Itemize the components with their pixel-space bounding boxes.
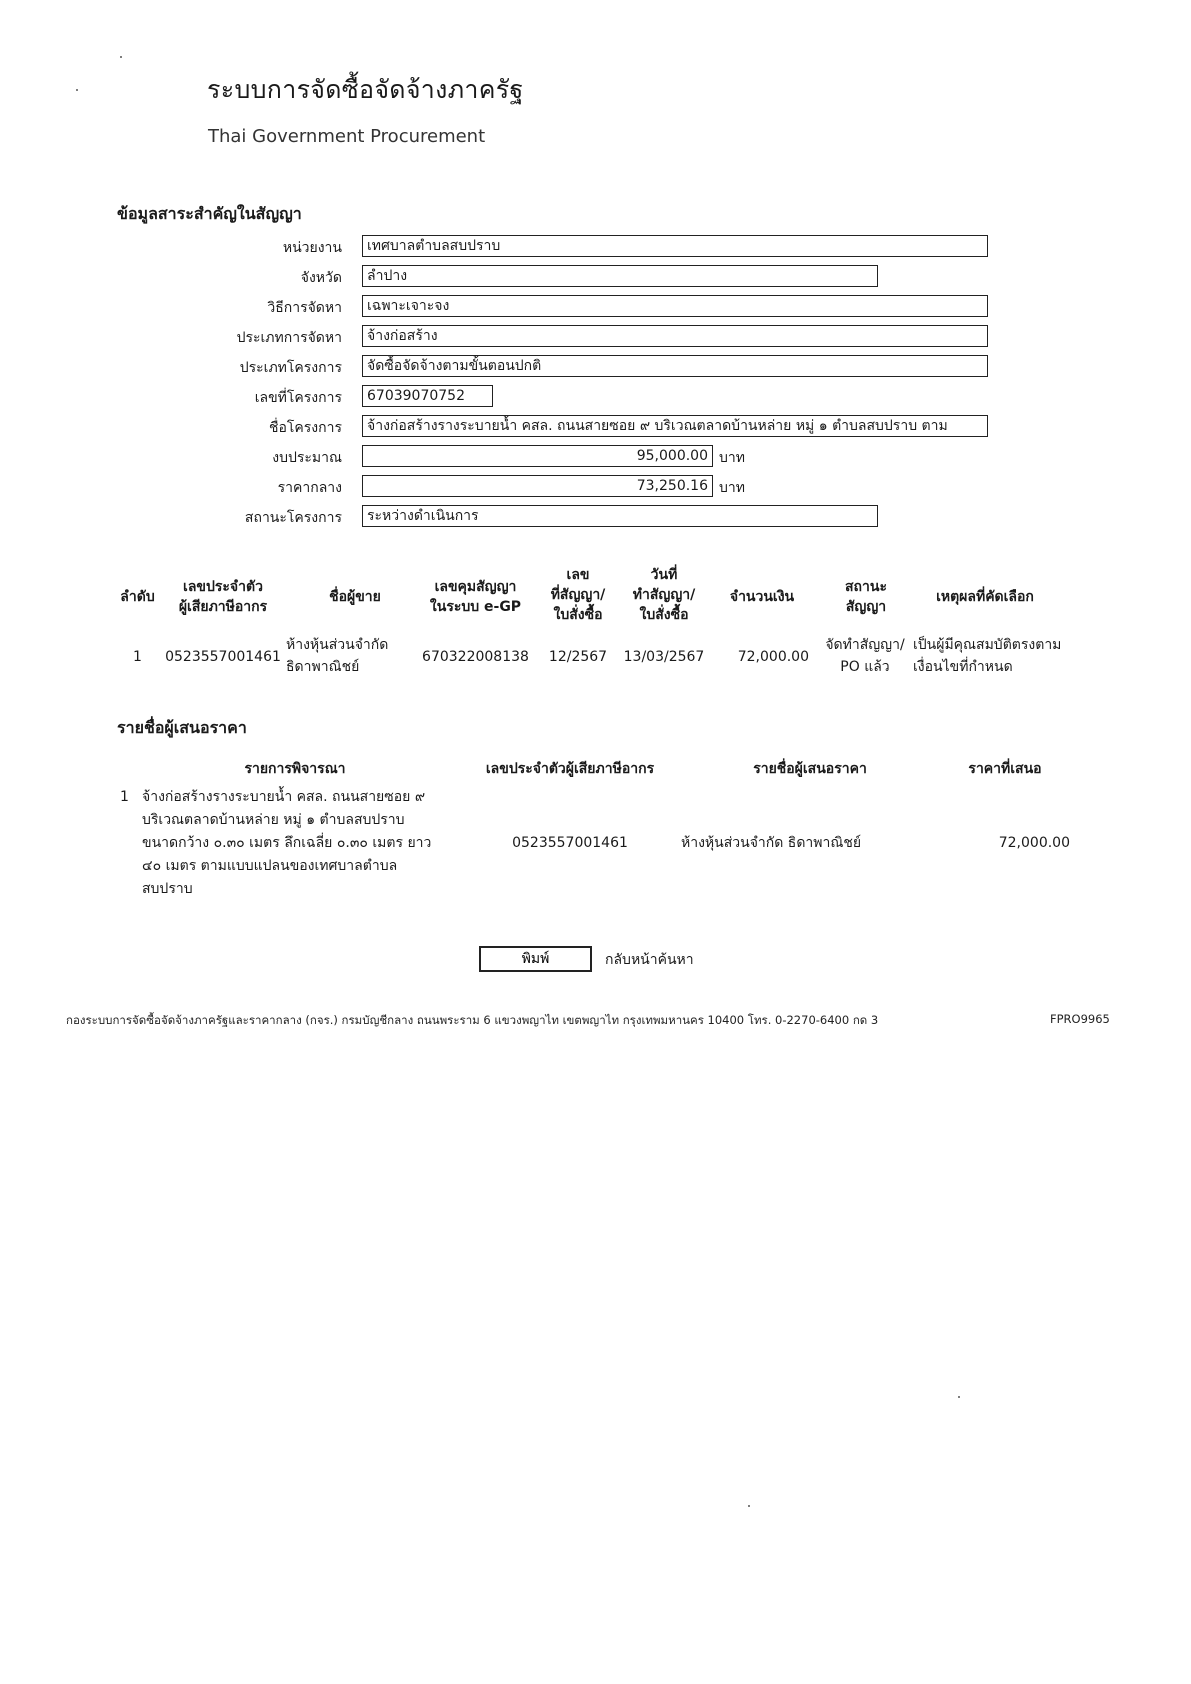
procurement-type-field: จ้างก่อสร้าง [362,325,988,347]
bidder-row-price: 72,000.00 [998,835,1070,851]
row-no: 1 [133,649,142,665]
project-name-field: จ้างก่อสร้างรางระบายน้ำ คสล. ถนนสายซอย ๙ บริเวณตลาดบ้านหล่าย หมู่ ๑ ตำบลสบปราบ ตาม [362,415,988,437]
province-field: ลำปาง [362,265,878,287]
agency-label: หน่วยงาน [282,240,342,256]
back-to-search-link[interactable]: กลับหน้าค้นหา [605,952,694,968]
bidder-row-no: 1 [120,789,129,805]
procurement-method-field: เฉพาะเจาะจง [362,295,988,317]
col-header-tax-id: เลขประจำตัว ผู้เสียภาษีอากร [178,579,268,615]
procurement-type-label: ประเภทการจัดหา [236,330,342,346]
col-header-vendor: ชื่อผู้ขาย [329,589,381,605]
project-number-label: เลขที่โครงการ [254,390,342,406]
project-status-field: ระหว่างดำเนินการ [362,505,878,527]
bidder-col-header-item: รายการพิจารณา [244,761,346,777]
province-label: จังหวัด [300,270,342,286]
bidder-col-header-bidder: รายชื่อผู้เสนอราคา [753,761,867,777]
row-vendor: ห้างหุ้นส่วนจำกัด ธิดาพาณิชย์ [286,637,389,675]
reference-price-label: ราคากลาง [277,480,342,496]
bidder-col-header-tax-id: เลขประจำตัวผู้เสียภาษีอากร [485,761,655,777]
row-tax-id: 0523557001461 [165,649,281,665]
site-title: ระบบการจัดซื้อจัดจ้างภาครัฐ [207,75,524,104]
col-header-egp-no: เลขคุมสัญญา ในระบบ e-GP [429,579,522,615]
row-reason: เป็นผู้มีคุณสมบัติตรงตาม เงื่อนไขที่กำหนด [913,637,1062,675]
project-number-field: 67039070752 [362,385,493,407]
bidders-title: รายชื่อผู้เสนอราคา [117,718,247,737]
row-contract-no: 12/2567 [548,649,608,665]
procurement-method-label: วิธีการจัดหา [267,300,342,316]
bidder-row-bidder: ห้างหุ้นส่วนจำกัด ธิดาพาณิชย์ [681,835,862,851]
project-name-label: ชื่อโครงการ [268,420,342,436]
bidder-col-header-price: ราคาที่เสนอ [968,761,1042,777]
budget-label: งบประมาณ [272,450,342,466]
col-header-reason: เหตุผลที่คัดเลือก [936,589,1034,605]
col-header-contract-no: เลข ที่สัญญา/ ใบสั่งซื้อ [550,567,606,623]
project-status-label: สถานะโครงการ [244,510,342,526]
budget-unit: บาท [719,450,745,466]
contract-info-title: ข้อมูลสาระสำคัญในสัญญา [117,204,302,223]
row-contract-date: 13/03/2567 [623,649,705,665]
agency-field: เทศบาลตำบลสบปราบ [362,235,988,257]
footer-code: FPRO9965 [1050,1012,1110,1026]
reference-price-field: 73,250.16 [362,475,713,497]
bidder-row-item: จ้างก่อสร้างรางระบายน้ำ คสล. ถนนสายซอย ๙ บริเวณตลาดบ้านหล่าย หมู่ ๑ ตำบลสบปราบ ขนาดกว้าง ๐.๓๐ เมตร ลึกเฉลี่ย ๐.๓๐ เมตร ยาว ๔๐ เมตร ตามแบบแปลนของเทศบาลตำบล สบปราบ [142,789,432,897]
reference-price-unit: บาท [719,480,745,496]
col-header-contract-date: วันที่ ทำสัญญา/ ใบสั่งซื้อ [632,567,696,623]
row-status: จัดทำสัญญา/ PO แล้ว [825,637,905,675]
col-header-no: ลำดับ [120,589,155,605]
footer-address: กองระบบการจัดซื้อจัดจ้างภาครัฐและราคากลาง (กจร.) กรมบัญชีกลาง ถนนพระราม 6 แขวงพญาไท เขตพญาไท กรุงเทพมหานคร 10400 โทร. 0-2270-6400 กด 3 [66,1013,879,1027]
project-type-label: ประเภทโครงการ [239,360,342,376]
row-amount: 72,000.00 [737,649,809,665]
project-type-field: จัดซื้อจัดจ้างตามขั้นตอนปกติ [362,355,988,377]
col-header-amount: จำนวนเงิน [729,589,795,605]
print-button[interactable]: พิมพ์ [479,946,592,972]
col-header-status: สถานะ สัญญา [845,579,887,615]
bidder-row-tax-id: 0523557001461 [512,835,628,851]
row-egp-no: 670322008138 [422,649,529,665]
site-subtitle: Thai Government Procurement [208,126,486,147]
budget-field: 95,000.00 [362,445,713,467]
